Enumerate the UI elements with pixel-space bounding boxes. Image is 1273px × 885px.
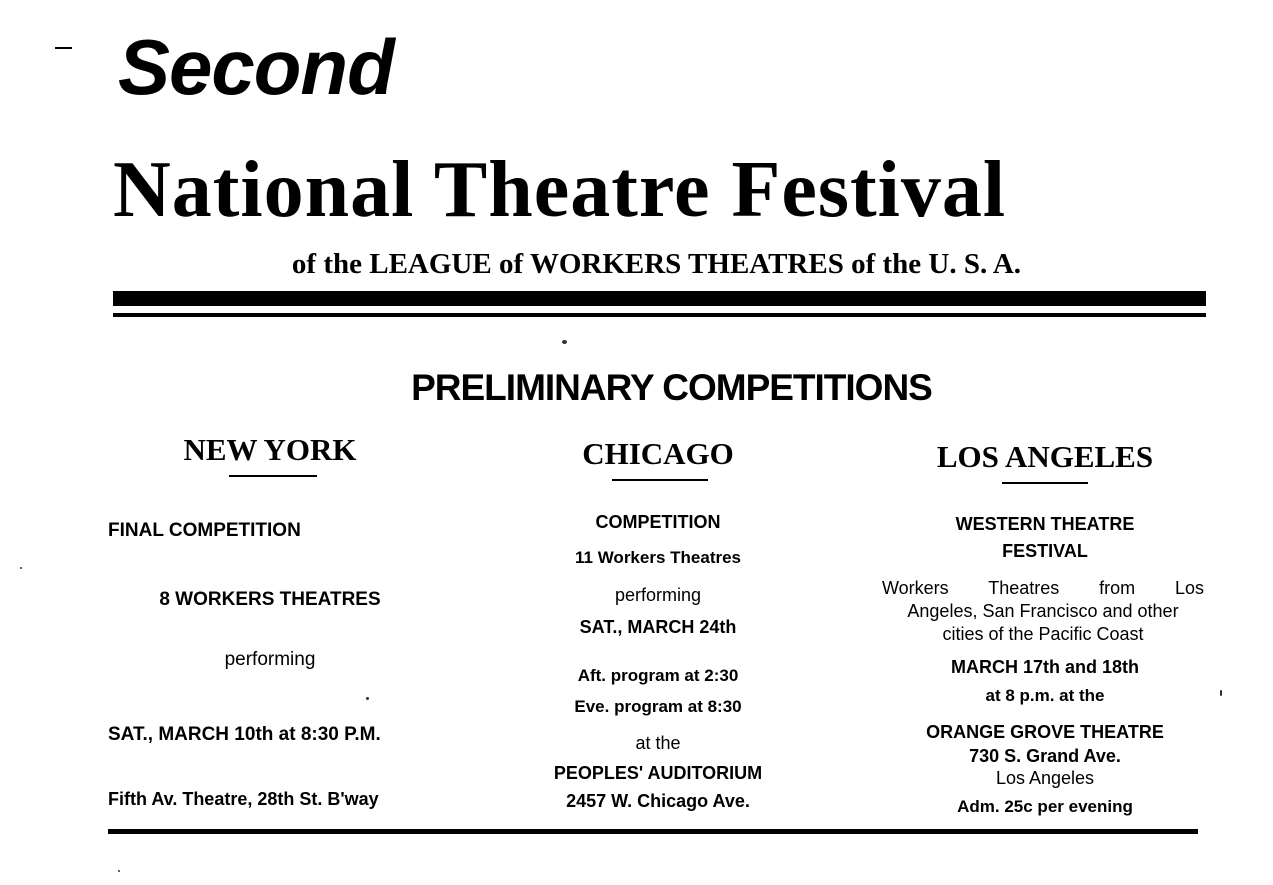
ny-theatres: 8 WORKERS THEATRES bbox=[159, 589, 381, 610]
speck bbox=[20, 567, 22, 569]
la-desc-1: Workers Theatres from Los bbox=[882, 578, 1204, 598]
la-heading-2: FESTIVAL bbox=[1002, 541, 1088, 561]
chicago-aft: Aft. program at 2:30 bbox=[577, 666, 739, 685]
city-underline bbox=[612, 479, 708, 481]
speck bbox=[366, 697, 369, 700]
la-desc-2: Angeles, San Francisco and other bbox=[907, 601, 1179, 621]
city-underline bbox=[229, 475, 317, 477]
chicago-heading: COMPETITION bbox=[595, 512, 721, 532]
subtitle: of the LEAGUE of WORKERS THEATRES of the U. S. A. bbox=[291, 248, 1022, 280]
chicago-date: SAT., MARCH 24th bbox=[579, 617, 737, 637]
chicago-performing: performing bbox=[614, 585, 702, 605]
city-chicago: CHICAGO bbox=[582, 436, 734, 471]
chicago-address: 2457 W. Chicago Ave. bbox=[566, 791, 750, 811]
la-heading-1: WESTERN THEATRE bbox=[955, 514, 1135, 534]
city-underline bbox=[1002, 482, 1088, 484]
ny-venue: Fifth Av. Theatre, 28th St. B'way bbox=[108, 789, 379, 809]
la-admission: Adm. 25c per evening bbox=[957, 797, 1133, 816]
title-main: National Theatre Festival bbox=[113, 146, 1007, 234]
chicago-eve: Eve. program at 8:30 bbox=[574, 697, 742, 716]
la-venue: ORANGE GROVE THEATRE bbox=[926, 722, 1164, 742]
ny-heading: FINAL COMPETITION bbox=[108, 520, 301, 541]
ny-performing: performing bbox=[224, 649, 316, 670]
section-heading: PRELIMINARY COMPETITIONS bbox=[411, 367, 932, 408]
header-rule-thick bbox=[113, 291, 1206, 306]
chicago-theatres: 11 Workers Theatres bbox=[575, 548, 741, 567]
margin-dash bbox=[55, 47, 72, 49]
speck bbox=[1220, 690, 1222, 696]
title-second: Second bbox=[118, 23, 394, 111]
footer-rule bbox=[108, 829, 1198, 834]
la-time: at 8 p.m. at the bbox=[985, 686, 1105, 705]
speck bbox=[118, 870, 120, 872]
la-dates: MARCH 17th and 18th bbox=[950, 657, 1139, 677]
chicago-venue: PEOPLES' AUDITORIUM bbox=[553, 763, 763, 783]
city-new-york: NEW YORK bbox=[183, 432, 357, 467]
ny-date: SAT., MARCH 10th at 8:30 P.M. bbox=[108, 724, 381, 745]
la-desc-3: cities of the Pacific Coast bbox=[942, 624, 1144, 644]
city-los-angeles: LOS ANGELES bbox=[936, 439, 1154, 474]
la-address: 730 S. Grand Ave. bbox=[969, 746, 1121, 766]
speck bbox=[562, 340, 567, 344]
chicago-at-the: at the bbox=[635, 733, 681, 753]
header-rule-thin bbox=[113, 313, 1206, 317]
la-city-line: Los Angeles bbox=[995, 768, 1095, 788]
